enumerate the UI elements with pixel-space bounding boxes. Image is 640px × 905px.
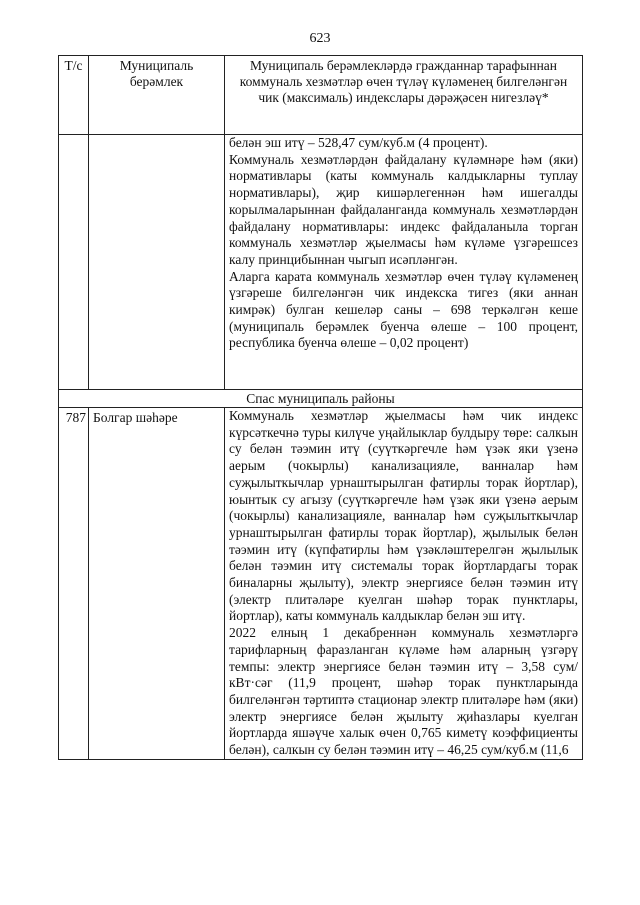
row-municipality: Болгар шәһәре xyxy=(89,408,225,760)
header-number: Т/с xyxy=(59,56,89,135)
paragraph: 2022 елның 1 декабреннән коммуналь хезмәтләргә тарифларның фаразланган күләме һәм аларның үзгәрү темпы: электр энергиясе белән тәэмин итү – 3,58 сум/кВт·сәг (11,9 процент, шәһәр торак пунктларында билгеләнгән тәртиптә стационар электр плитәләре һәм (яки) электр энергиясе белән җылыту җиһазлары куелган йортларда яшәүче халык өчен 0,765 киметү коэффициенты белән), салкын су белән тәэмин итү – 46,25 сум/куб.м (11,6 xyxy=(229,625,578,758)
table-row-continued xyxy=(59,135,583,390)
row-justification-cell xyxy=(225,408,583,760)
row-number: 787 xyxy=(59,408,89,760)
continued-justification-cell xyxy=(225,135,583,390)
paragraph: белән эш итү – 528,47 сум/куб.м (4 процент). xyxy=(229,135,488,150)
table-header-row xyxy=(59,56,583,135)
paragraph: Аларга карата коммуналь хезмәтләр өчен түләү күләменең үзгәреше билгеләнгән чик индекска тигез (яки аннан кимрәк) булган кешеләр саны – 698 теркәлгән кеше (муниципаль берәмлек буенча өлеше – 100 процент, республика буенча өлеше – 0,02 процент) xyxy=(229,268,578,351)
continued-number-cell xyxy=(59,135,89,390)
paragraph: Коммуналь хезмәтләр җыелмасы һәм чик индекс күрсәткечнә туры килүче уңайлыклар булдыру төре: салкын су белән тәэмин итү (суүткәргечле һәм үзәк яки үзенә аерым (чокырлы) канализациялe, ванналар һәм суҗылыткычлар урнаштырылган фатирлы торак йортлар), юынтык су агызу (суүткәргечле һәм үзәк яки үзенә аерым (чокырлы) канализациялe, ванналар һәм суҗылыткычлар урнаштырылган фатирлы торак йортлар), җылылык белән тәэмин итү (күпфатирлы һәм үзәкләштерелгән җылылык белән тәэмин итү системалы торак йортлардагы торак биналарны җылыту), электр энергиясе белән тәэмин итү (электр плитәләре куелган шәһәр торак пунктлары, йортлар), каты коммуналь калдыклар белән эш итү. xyxy=(229,408,578,624)
table-row xyxy=(59,408,583,760)
tariff-table xyxy=(58,55,583,760)
section-row xyxy=(59,390,583,408)
header-justification: Муниципаль берәмлекләрдә гражданнар тарафыннан коммуналь хезмәтләр өчен түләү күләменең билгеләнгән чик (максималь) индекслары дәрәҗәсен нигезләү* xyxy=(225,56,583,135)
section-title: Спас муниципаль районы xyxy=(59,390,583,408)
header-municipality: Муниципаль берәмлек xyxy=(89,56,225,135)
page-number: 623 xyxy=(309,31,331,46)
continued-municipality-cell xyxy=(89,135,225,390)
paragraph: Коммуналь хезмәтләрдән файдалану күләмнәре һәм (яки) нормативлары (каты коммуналь калдыкларны туплау нормативлары), җир кишәрлегеннән һәм ишегалды корылмаларыннан файдаланганда коммуналь хезмәтләрдән файдалану нормативлары: индекс файдаланыла торган коммуналь хезмәтләр җыелмасы һәм күләме үзгәрешсез калу принцибыннан чыгып исәпләнгән. xyxy=(229,151,578,267)
